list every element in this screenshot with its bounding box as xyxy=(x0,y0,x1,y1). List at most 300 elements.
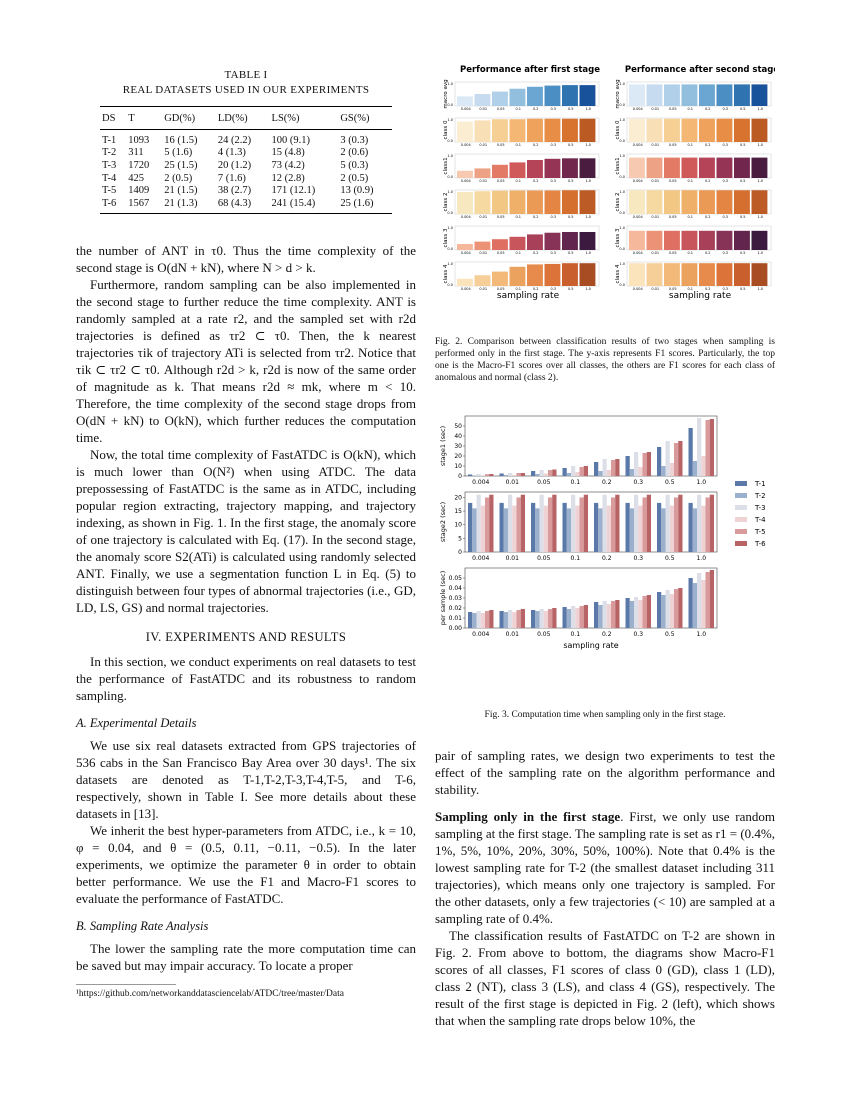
bar xyxy=(562,190,578,214)
x-tick-label: 0.004 xyxy=(472,631,490,638)
x-tick-label: 0.2 xyxy=(704,143,711,147)
x-tick-label: 0.01 xyxy=(651,251,660,255)
bar xyxy=(678,441,682,476)
x-tick-label: 0.3 xyxy=(550,143,557,147)
x-tick-label: 0.5 xyxy=(739,143,746,147)
bar xyxy=(626,598,630,628)
bar xyxy=(508,610,512,628)
x-tick-label: 0.1 xyxy=(570,631,581,638)
x-tick-label: 0.1 xyxy=(570,479,581,486)
bar xyxy=(629,119,645,142)
datasets-table xyxy=(100,106,392,214)
bar xyxy=(562,263,578,286)
y-tick-label: 0.01 xyxy=(448,615,462,622)
bar xyxy=(485,497,489,552)
bar xyxy=(657,447,661,476)
bar xyxy=(643,596,647,628)
bar xyxy=(567,473,571,476)
x-tick-label: 1.0 xyxy=(757,251,764,255)
bar xyxy=(647,495,651,552)
table-header-row xyxy=(100,107,392,130)
x-tick-label: 0.3 xyxy=(550,215,557,219)
figure-2 xyxy=(435,60,775,325)
y-tick-label: 5 xyxy=(458,535,462,543)
x-tick-label: 0.2 xyxy=(532,215,539,219)
bar xyxy=(615,459,619,476)
bar xyxy=(580,85,596,106)
x-tick-label: 0.004 xyxy=(472,479,490,486)
bar xyxy=(562,85,578,106)
x-tick-label: 0.2 xyxy=(704,251,711,255)
subsection-heading-b: B. Sampling Rate Analysis xyxy=(76,918,209,933)
bar xyxy=(477,495,481,552)
bar xyxy=(580,119,596,142)
right-paragraph-2-body: . First, we only use random sampling at the first stage. The sampling rate is set as r1 = (0.4%, 1%, 5%, 10%, 20%, 30%, 50%, 100%). Note that 0.4% is the lowest sampling rate for T-2 (the smallest dataset including 311 trajectories), which means only one trajectory is sampled. For the other datasets, only a few trajectories (< 10) are sampled at a sampling rate of 0.4%. xyxy=(435,809,776,926)
bar xyxy=(468,612,472,628)
figure-3-caption: Fig. 3. Computation time when sampling only in the first stage. xyxy=(484,710,726,720)
x-tick-label: 0.1 xyxy=(515,251,522,255)
footnote-text: ¹https://github.com/networkanddatasciencelab/ATDC/tree/master/Data xyxy=(76,988,344,999)
bar xyxy=(489,495,493,552)
bar xyxy=(552,608,556,628)
x-tick-label: 0.3 xyxy=(633,631,644,638)
x-tick-label: 0.5 xyxy=(739,107,746,111)
bar xyxy=(647,263,663,286)
left-column xyxy=(76,60,416,999)
bar xyxy=(477,611,481,628)
table-cell: 1567 xyxy=(126,197,162,213)
x-tick-label: 0.5 xyxy=(664,631,675,638)
bar xyxy=(647,452,651,476)
y-tick-label: 1.0 xyxy=(619,154,625,158)
bar xyxy=(626,456,630,476)
y-tick-label: 0.0 xyxy=(619,283,625,287)
figure-2-panel-title: Performance after first stage xyxy=(459,65,601,75)
y-tick-label: 30 xyxy=(454,443,462,450)
bar xyxy=(710,419,714,476)
x-tick-label: 0.2 xyxy=(601,479,612,486)
bar xyxy=(717,158,733,178)
table-cell: 25 (1.5) xyxy=(164,159,198,171)
x-tick-label: 0.2 xyxy=(532,251,539,255)
bar xyxy=(638,600,642,628)
y-tick-label: 1.0 xyxy=(447,262,453,266)
bar xyxy=(481,475,485,476)
table-cell: 2 (0.5) xyxy=(340,172,369,184)
x-tick-label: 0.01 xyxy=(651,143,660,147)
bar xyxy=(661,595,665,628)
x-tick-label: 0.05 xyxy=(537,631,551,638)
bar xyxy=(567,508,571,552)
x-tick-label: 0.05 xyxy=(496,179,505,183)
y-tick-label: 0 xyxy=(458,549,462,556)
bar xyxy=(562,119,578,142)
row-label: macro avg xyxy=(615,79,621,109)
x-tick-label: 0.01 xyxy=(651,215,660,219)
bar xyxy=(475,168,491,178)
table-title: REAL DATASETS USED IN OUR EXPERIMENTS xyxy=(122,84,370,96)
bar xyxy=(562,232,578,250)
x-tick-label: 0.1 xyxy=(687,143,694,147)
bar xyxy=(706,572,710,628)
bar xyxy=(647,119,663,142)
table-cell: 241 (15.4) xyxy=(270,197,339,213)
bar xyxy=(699,84,715,106)
bar xyxy=(734,119,750,142)
bar xyxy=(603,459,607,476)
table-row xyxy=(100,130,392,147)
bar xyxy=(540,470,544,476)
bar xyxy=(535,474,539,476)
bar xyxy=(563,607,567,628)
bar xyxy=(492,165,508,178)
y-tick-label: 0.0 xyxy=(447,247,453,251)
left-paragraph-1: the number of ANT in τ0. Thus the time complexity of the second stage is O(dN + kN), where N > d > k. xyxy=(76,242,416,275)
bar xyxy=(540,609,544,628)
x-tick-label: 0.5 xyxy=(739,287,746,291)
bar xyxy=(575,608,579,628)
x-tick-label: 0.5 xyxy=(664,555,675,562)
bar xyxy=(630,508,634,552)
table-row xyxy=(100,197,392,213)
table-cell: 12 (2.8) xyxy=(271,172,305,184)
x-tick-label: 0.5 xyxy=(567,251,574,255)
table-header-cell: T xyxy=(126,107,162,130)
y-axis-label: stage1 (sec) xyxy=(439,425,447,467)
x-tick-label: 0.2 xyxy=(704,107,711,111)
bar xyxy=(603,601,607,628)
bar xyxy=(485,474,489,476)
x-tick-label: 1.0 xyxy=(757,107,764,111)
bar xyxy=(670,506,674,552)
bar xyxy=(562,158,578,178)
bar xyxy=(504,475,508,476)
bar xyxy=(510,267,526,286)
x-tick-label: 0.004 xyxy=(632,287,643,291)
x-tick-label: 0.3 xyxy=(722,179,729,183)
x-tick-label: 1.0 xyxy=(585,179,592,183)
y-tick-label: 1.0 xyxy=(447,82,453,86)
table-cell: T-4 xyxy=(102,172,117,184)
bar xyxy=(552,470,556,477)
y-tick-label: 10 xyxy=(454,463,462,470)
bar xyxy=(567,609,571,628)
bar xyxy=(699,263,715,286)
subsection-heading-a: A. Experimental Details xyxy=(76,715,197,730)
bar xyxy=(571,466,575,476)
bar xyxy=(710,495,714,552)
table-body xyxy=(100,130,392,214)
x-tick-label: 0.3 xyxy=(550,107,557,111)
bar xyxy=(481,506,485,552)
bar xyxy=(664,84,680,106)
y-tick-label: 1.0 xyxy=(619,262,625,266)
y-tick-label: 0.02 xyxy=(448,605,462,612)
y-tick-label: 0.0 xyxy=(619,139,625,143)
x-tick-label: 0.01 xyxy=(651,287,660,291)
bar xyxy=(734,263,750,286)
bar xyxy=(540,495,544,552)
bar xyxy=(734,231,750,250)
x-tick-label: 0.01 xyxy=(651,107,660,111)
bar xyxy=(630,469,634,476)
x-tick-label: 0.004 xyxy=(460,143,471,147)
x-tick-label: 0.01 xyxy=(505,555,519,562)
bar xyxy=(706,420,710,476)
bar xyxy=(666,590,670,628)
bar xyxy=(584,495,588,552)
table-cell: T-1 xyxy=(102,134,117,146)
bar xyxy=(699,158,715,178)
bar xyxy=(629,84,645,106)
left-paragraph-5: We use six real datasets extracted from GPS trajectories of 536 cabs in the San Francisco Bay Area over 30 days¹. The six datasets are denoted as T-1,T-2,T-3,T-4,T-5, and T-6, respectively, shown in Table I. See more details about these datasets in [13]. xyxy=(76,737,416,821)
bar xyxy=(615,600,619,628)
bar xyxy=(575,506,579,552)
row-label: class 0 xyxy=(615,120,621,140)
x-tick-label: 1.0 xyxy=(696,479,707,486)
bar xyxy=(545,190,561,214)
bar xyxy=(689,428,693,476)
table-cell: 5 (0.3) xyxy=(340,159,369,171)
bar xyxy=(693,508,697,552)
table-cell: 7 (1.6) xyxy=(217,172,246,184)
y-tick-label: 40 xyxy=(454,433,462,440)
bar xyxy=(611,460,615,476)
x-axis-label: sampling rate xyxy=(668,291,732,301)
x-tick-label: 0.1 xyxy=(687,215,694,219)
bar xyxy=(475,120,491,142)
x-tick-label: 0.05 xyxy=(496,287,505,291)
x-tick-label: 0.2 xyxy=(532,179,539,183)
x-tick-label: 0.004 xyxy=(632,251,643,255)
bar xyxy=(647,595,651,628)
bar xyxy=(682,263,698,286)
bar xyxy=(607,470,611,476)
table-cell: 13 (0.9) xyxy=(340,185,374,197)
bar xyxy=(527,87,543,106)
legend-label: T-3 xyxy=(755,504,766,512)
bar xyxy=(580,158,596,178)
y-tick-label: 20 xyxy=(454,453,462,460)
x-tick-label: 0.01 xyxy=(479,251,488,255)
bar xyxy=(584,605,588,628)
x-tick-label: 0.004 xyxy=(460,179,471,183)
bar xyxy=(710,570,714,628)
y-tick-label: 0.0 xyxy=(447,283,453,287)
bar xyxy=(544,474,548,477)
x-tick-label: 0.3 xyxy=(722,287,729,291)
bar xyxy=(643,453,647,476)
x-tick-label: 0.004 xyxy=(632,143,643,147)
x-tick-label: 0.004 xyxy=(632,179,643,183)
x-tick-label: 0.5 xyxy=(567,107,574,111)
bar xyxy=(510,162,526,178)
x-tick-label: 0.2 xyxy=(704,215,711,219)
table-header-cell: LD(%) xyxy=(216,107,270,130)
row-label: class 2 xyxy=(443,192,449,212)
bar xyxy=(594,602,598,628)
y-tick-label: 0.0 xyxy=(447,103,453,107)
bar xyxy=(626,503,630,552)
x-tick-label: 0.3 xyxy=(722,251,729,255)
bar xyxy=(492,191,508,214)
paragraph-bold-lead: Sampling only in the first stage xyxy=(435,809,621,824)
x-tick-label: 1.0 xyxy=(757,179,764,183)
bar xyxy=(598,471,602,476)
figure-2-panel-title: Performance after second stage xyxy=(624,65,775,75)
x-tick-label: 0.05 xyxy=(496,143,505,147)
x-tick-label: 0.5 xyxy=(567,179,574,183)
bar xyxy=(752,158,768,178)
bar xyxy=(527,190,543,214)
y-tick-label: 0.03 xyxy=(448,595,462,602)
table-cell: 2 (0.5) xyxy=(164,172,193,184)
x-tick-label: 0.3 xyxy=(633,555,644,562)
legend-swatch xyxy=(735,493,747,498)
bar xyxy=(531,503,535,552)
bar xyxy=(643,497,647,552)
bar xyxy=(512,506,516,552)
bar xyxy=(500,503,504,552)
x-tick-label: 0.2 xyxy=(704,179,711,183)
table-cell: 171 (12.1) xyxy=(271,185,316,197)
bar xyxy=(734,158,750,178)
bar xyxy=(657,592,661,628)
x-tick-label: 0.3 xyxy=(722,143,729,147)
x-tick-label: 0.004 xyxy=(632,107,643,111)
bar xyxy=(682,190,698,214)
bar xyxy=(531,610,535,628)
bar xyxy=(647,158,663,178)
figure-3 xyxy=(435,406,775,696)
bar xyxy=(634,452,638,476)
bar xyxy=(693,583,697,628)
table-cell: 16 (1.5) xyxy=(164,134,198,146)
table-cell: 38 (2.7) xyxy=(217,185,252,197)
bar xyxy=(634,495,638,552)
bar xyxy=(689,503,693,552)
bar xyxy=(563,468,567,476)
table-cell: T-5 xyxy=(102,185,117,197)
y-tick-label: 1.0 xyxy=(619,190,625,194)
table-cell: 425 xyxy=(128,172,144,184)
x-tick-label: 0.1 xyxy=(515,215,522,219)
bar xyxy=(580,232,596,250)
table-row xyxy=(100,184,392,197)
bar xyxy=(489,474,493,476)
bar xyxy=(508,473,512,476)
bar xyxy=(527,264,543,286)
y-tick-label: 0.0 xyxy=(447,139,453,143)
x-tick-label: 0.5 xyxy=(567,287,574,291)
bar xyxy=(607,506,611,552)
bar xyxy=(697,495,701,552)
bar xyxy=(475,275,491,286)
bar xyxy=(664,119,680,142)
y-tick-label: 1.0 xyxy=(619,82,625,86)
bar xyxy=(580,190,596,214)
bar xyxy=(512,475,516,476)
bar xyxy=(664,190,680,214)
x-tick-label: 0.1 xyxy=(687,251,694,255)
bar xyxy=(594,503,598,552)
x-tick-label: 0.5 xyxy=(739,179,746,183)
legend-label: T-4 xyxy=(755,516,766,524)
y-tick-label: 0.04 xyxy=(448,585,462,592)
bar xyxy=(504,508,508,552)
bar xyxy=(634,597,638,628)
table-header-cell: DS xyxy=(100,107,126,130)
bar xyxy=(607,604,611,628)
bar xyxy=(527,234,543,250)
bar xyxy=(752,231,768,250)
y-tick-label: 0.00 xyxy=(448,625,462,632)
bar xyxy=(481,613,485,628)
table-cell: T-2 xyxy=(102,147,117,159)
bar xyxy=(674,497,678,552)
x-tick-label: 0.004 xyxy=(460,107,471,111)
table-cell: T-3 xyxy=(102,159,117,171)
bar xyxy=(666,495,670,552)
legend-swatch xyxy=(735,529,747,534)
bar xyxy=(575,472,579,476)
bar xyxy=(647,84,663,106)
legend-label: T-5 xyxy=(755,528,766,536)
bar xyxy=(603,495,607,552)
bar xyxy=(457,244,473,250)
legend-label: T-1 xyxy=(755,480,766,488)
bar xyxy=(545,86,561,106)
bar xyxy=(647,231,663,250)
x-tick-label: 0.2 xyxy=(704,287,711,291)
bar xyxy=(611,497,615,552)
row-label: class 4 xyxy=(443,264,449,284)
table-cell: 25 (1.6) xyxy=(338,197,392,213)
bar xyxy=(752,190,768,214)
bar xyxy=(598,508,602,552)
table-row xyxy=(100,147,392,160)
bar xyxy=(664,231,680,250)
x-axis-label: sampling rate xyxy=(496,291,560,301)
bar xyxy=(472,476,476,477)
bar xyxy=(477,474,481,476)
x-axis-label: sampling rate xyxy=(563,641,619,650)
x-tick-label: 0.2 xyxy=(532,107,539,111)
table-cell: 20 (1.2) xyxy=(217,159,252,171)
y-tick-label: 10 xyxy=(454,521,462,529)
bar xyxy=(697,573,701,628)
bar xyxy=(638,467,642,476)
bar xyxy=(580,497,584,552)
bar xyxy=(510,89,526,106)
bar xyxy=(699,231,715,250)
x-tick-label: 0.1 xyxy=(687,287,694,291)
bar xyxy=(629,231,645,250)
x-tick-label: 0.1 xyxy=(570,555,581,562)
table-cell: 2 (0.6) xyxy=(340,147,369,159)
x-tick-label: 0.004 xyxy=(460,251,471,255)
x-tick-label: 0.01 xyxy=(505,479,519,486)
section-heading-iv: IV. EXPERIMENTS AND RESULTS xyxy=(145,629,347,644)
right-paragraph-1: pair of sampling rates, we design two experiments to test the effect of the sampling rate on the algorithm performance and stability. xyxy=(435,748,775,797)
bar xyxy=(545,159,561,178)
bar xyxy=(545,119,561,142)
x-tick-label: 0.01 xyxy=(651,179,660,183)
table-cell: 4 (1.3) xyxy=(217,147,246,159)
bar xyxy=(475,242,491,250)
bar xyxy=(678,588,682,628)
bar xyxy=(475,191,491,214)
